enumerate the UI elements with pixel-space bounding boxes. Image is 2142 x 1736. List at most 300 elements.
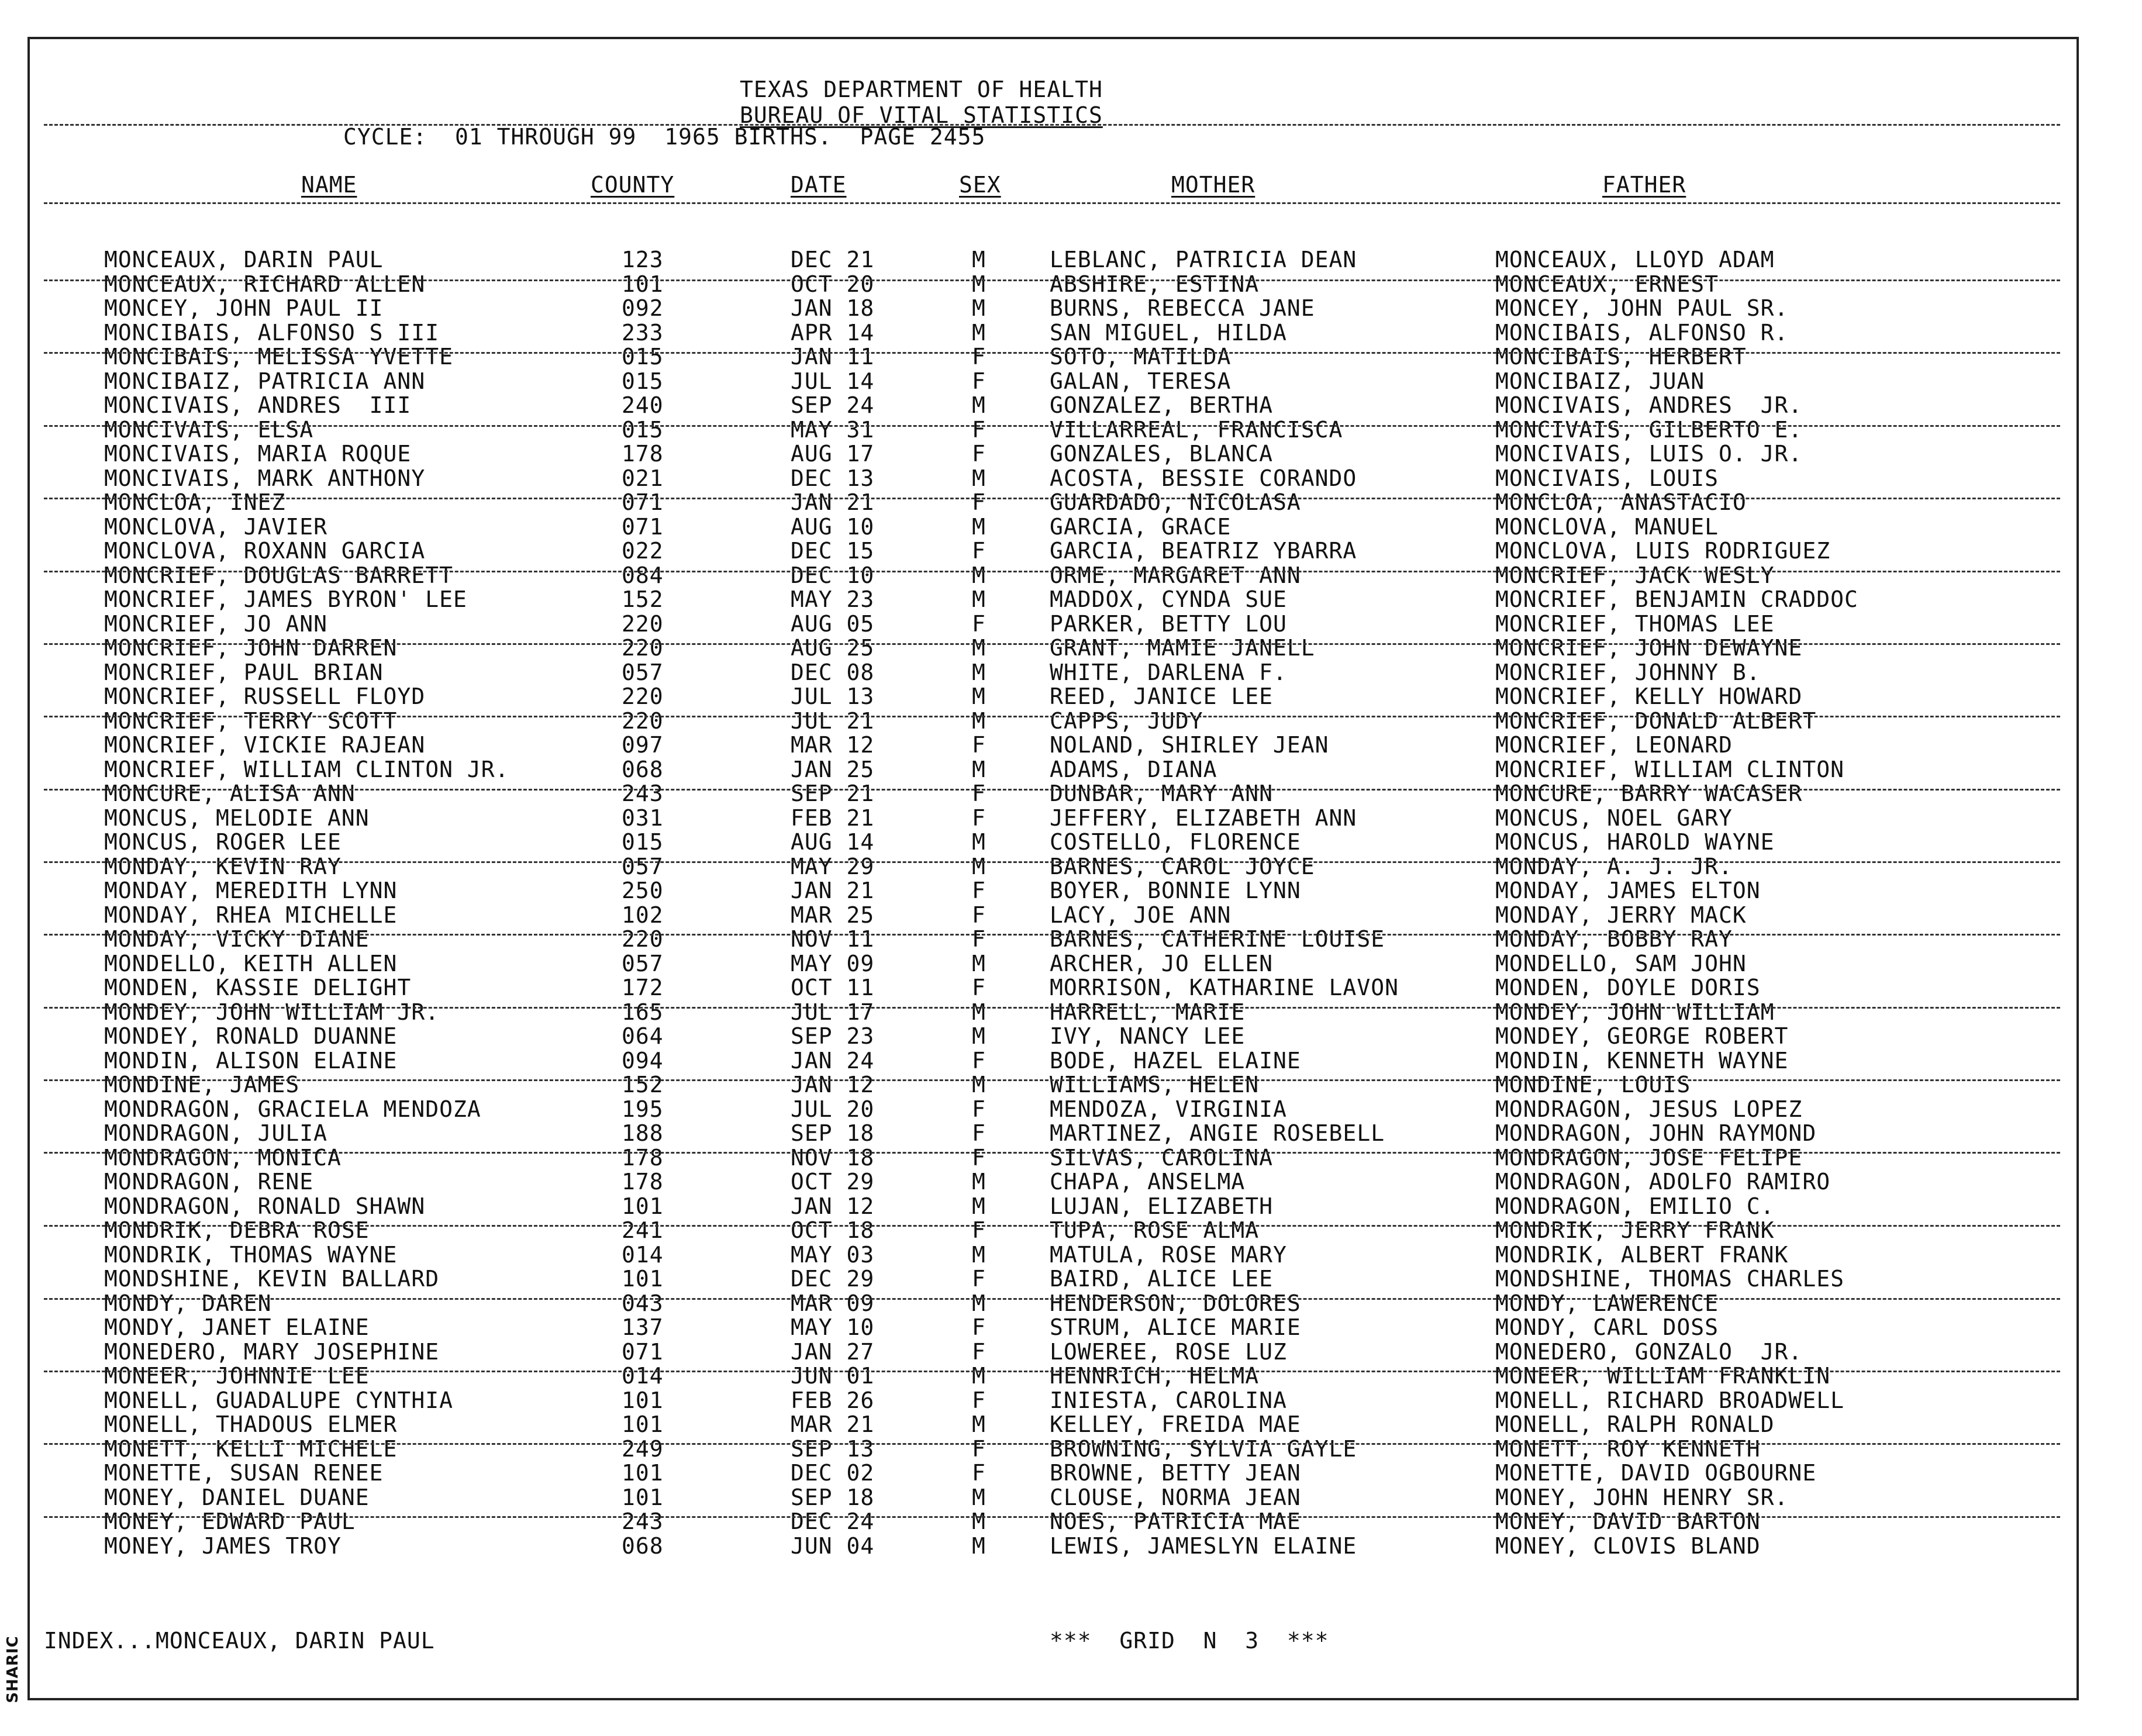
cell-sex: M	[972, 1169, 986, 1195]
cell-name: MONCIVAIS, MARIA ROQUE	[104, 441, 412, 467]
cell-mother: LEBLANC, PATRICIA DEAN	[1050, 247, 1357, 272]
row-separator	[44, 425, 2060, 427]
row-separator	[44, 1298, 2060, 1300]
cell-name: MONDRIK, THOMAS WAYNE	[104, 1241, 398, 1268]
cell-county: 057	[622, 950, 664, 976]
cell-county: 015	[622, 368, 664, 394]
table-row	[0, 1073, 2142, 1097]
cell-sex: M	[972, 635, 986, 661]
cell-name: MONDRIK, DEBRA ROSE	[104, 1217, 370, 1243]
cell-name: MONCRIEF, JOHN DARREN	[104, 635, 398, 661]
cell-county: 101	[622, 1193, 664, 1219]
cell-name: MONDIN, ALISON ELAINE	[104, 1047, 398, 1074]
table-row	[0, 782, 2142, 806]
cell-name: MONDRAGON, RENE	[104, 1169, 314, 1195]
row-separator	[44, 498, 2060, 499]
cell-name: MONDEN, KASSIE DELIGHT	[104, 975, 412, 1000]
cell-mother: SILVAS, CAROLINA	[1050, 1144, 1274, 1171]
cell-date: SEP 18	[791, 1484, 875, 1510]
cell-mother: MADDOX, CYNDA SUE	[1050, 586, 1287, 612]
index-footer: INDEX...MONCEAUX, DARIN PAUL	[44, 1628, 435, 1654]
cell-date: OCT 20	[791, 271, 875, 297]
cell-date: DEC 15	[791, 538, 875, 564]
cell-name: MONEER, JOHNNIE LEE	[104, 1363, 370, 1389]
table-row	[0, 685, 2142, 709]
cell-mother: SAN MIGUEL, HILDA	[1050, 319, 1287, 346]
table-row	[0, 248, 2142, 272]
cell-date: AUG 25	[791, 635, 875, 661]
cell-sex: M	[972, 1484, 986, 1510]
cell-sex: F	[972, 732, 986, 758]
cell-sex: M	[972, 247, 986, 272]
cell-mother: MARTINEZ, ANGIE ROSEBELL	[1050, 1120, 1385, 1146]
cell-name: MONCRIEF, WILLIAM CLINTON JR.	[104, 756, 509, 782]
cell-father: MONDRIK, ALBERT FRANK	[1495, 1241, 1789, 1268]
cell-mother: ADAMS, DIANA	[1050, 756, 1217, 782]
cell-mother: GONZALES, BLANCA	[1050, 441, 1274, 467]
table-row	[0, 321, 2142, 346]
cell-sex: M	[972, 295, 986, 321]
table-row	[0, 1461, 2142, 1486]
cell-father: MONCIBAIS, HERBERT	[1495, 344, 1747, 370]
cell-county: 220	[622, 707, 664, 734]
col-header-sex: SEX	[959, 172, 1001, 198]
cell-sex: F	[972, 902, 986, 928]
cell-sex: F	[972, 878, 986, 903]
table-row	[0, 855, 2142, 879]
cell-date: JUL 14	[791, 368, 875, 394]
cell-sex: M	[972, 829, 986, 855]
row-separator	[44, 1443, 2060, 1445]
cell-sex: F	[972, 975, 986, 1000]
cell-father: MONEDERO, GONZALO JR.	[1495, 1338, 1803, 1365]
cell-county: 101	[622, 1387, 664, 1413]
col-header-father: FATHER	[1602, 172, 1686, 198]
cell-mother: BROWNING, SYLVIA GAYLE	[1050, 1435, 1357, 1462]
cell-father: MONCRIEF, LEONARD	[1495, 732, 1733, 758]
cell-mother: JEFFERY, ELIZABETH ANN	[1050, 805, 1357, 831]
cell-date: DEC 24	[791, 1509, 875, 1534]
cell-father: MONDRAGON, JESUS LOPEZ	[1495, 1096, 1803, 1122]
cell-county: 165	[622, 999, 664, 1025]
cell-sex: M	[972, 756, 986, 782]
cell-sex: F	[972, 610, 986, 637]
cell-name: MONCIVAIS, ELSA	[104, 416, 314, 443]
cell-father: MONDAY, JERRY MACK	[1495, 902, 1747, 928]
cell-date: SEP 24	[791, 392, 875, 418]
cell-name: MONCIVAIS, MARK ANTHONY	[104, 465, 426, 491]
cell-mother: LACY, JOE ANN	[1050, 902, 1232, 928]
cell-sex: M	[972, 853, 986, 879]
row-separator	[44, 1516, 2060, 1518]
cell-sex: F	[972, 489, 986, 515]
cell-county: 241	[622, 1217, 664, 1243]
cell-sex: M	[972, 999, 986, 1025]
cell-sex: F	[972, 538, 986, 564]
table-row	[0, 467, 2142, 491]
cell-father: MONDEY, JOHN WILLIAM	[1495, 999, 1775, 1025]
cell-mother: PARKER, BETTY LOU	[1050, 610, 1287, 637]
table-row	[0, 758, 2142, 782]
cell-name: MONCURE, ALISA ANN	[104, 781, 356, 806]
cell-county: 220	[622, 926, 664, 952]
cell-father: MONDY, LAWERENCE	[1495, 1290, 1719, 1316]
cell-mother: BOYER, BONNIE LYNN	[1050, 878, 1301, 903]
table-row	[0, 1486, 2142, 1510]
table-row	[0, 661, 2142, 685]
cell-sex: M	[972, 562, 986, 588]
cell-sex: F	[972, 805, 986, 831]
cell-sex: F	[972, 344, 986, 370]
cell-father: MONDRAGON, JOHN RAYMOND	[1495, 1120, 1817, 1146]
cell-sex: F	[972, 1338, 986, 1365]
table-row	[0, 879, 2142, 903]
cell-mother: IVY, NANCY LEE	[1050, 1023, 1246, 1049]
cell-mother: HENDERSON, DOLORES	[1050, 1290, 1301, 1316]
cell-name: MONCRIEF, DOUGLAS BARRETT	[104, 562, 453, 588]
cell-mother: BURNS, REBECCA JANE	[1050, 295, 1315, 321]
cell-mother: GARCIA, GRACE	[1050, 513, 1232, 540]
cell-county: 220	[622, 684, 664, 709]
cell-date: JAN 21	[791, 489, 875, 515]
cell-father: MONETTE, DAVID OGBOURNE	[1495, 1460, 1817, 1486]
cell-father: MONELL, RALPH RONALD	[1495, 1411, 1775, 1437]
cell-date: JAN 24	[791, 1047, 875, 1074]
cell-date: OCT 29	[791, 1169, 875, 1195]
table-row	[0, 1340, 2142, 1365]
header-title: TEXAS DEPARTMENT OF HEALTH	[740, 77, 1103, 102]
cell-mother: ORME, MARGARET ANN	[1050, 562, 1301, 588]
cell-date: DEC 08	[791, 659, 875, 685]
cell-name: MONCIBAIS, MELISSA YVETTE	[104, 344, 453, 370]
cell-name: MONDRAGON, GRACIELA MENDOZA	[104, 1096, 481, 1122]
cell-mother: LUJAN, ELIZABETH	[1050, 1193, 1274, 1219]
cell-mother: STRUM, ALICE MARIE	[1050, 1314, 1301, 1340]
cell-mother: WILLIAMS, HELEN	[1050, 1072, 1260, 1097]
cell-father: MONCRIEF, JOHN DEWAYNE	[1495, 635, 1803, 661]
cell-name: MONCRIEF, JO ANN	[104, 610, 328, 637]
cell-sex: M	[972, 1241, 986, 1268]
cell-county: 220	[622, 635, 664, 661]
cell-mother: GARCIA, BEATRIZ YBARRA	[1050, 538, 1357, 564]
cell-mother: MENDOZA, VIRGINIA	[1050, 1096, 1287, 1122]
cell-mother: NOLAND, SHIRLEY JEAN	[1050, 732, 1329, 758]
cell-county: 084	[622, 562, 664, 588]
cell-sex: M	[972, 586, 986, 612]
table-row	[0, 1146, 2142, 1171]
cell-county: 178	[622, 441, 664, 467]
cell-date: OCT 18	[791, 1217, 875, 1243]
cell-date: DEC 10	[791, 562, 875, 588]
cell-father: MONCRIEF, WILLIAM CLINTON	[1495, 756, 1844, 782]
table-row	[0, 1316, 2142, 1340]
row-separator	[44, 716, 2060, 717]
cell-name: MONETT, KELLI MICHELE	[104, 1435, 398, 1462]
table-row	[0, 564, 2142, 588]
cell-mother: GUARDADO, NICOLASA	[1050, 489, 1301, 515]
cell-county: 152	[622, 1072, 664, 1097]
cell-name: MONCEAUX, DARIN PAUL	[104, 247, 384, 272]
cell-mother: SOTO, MATILDA	[1050, 344, 1232, 370]
table-row	[0, 1243, 2142, 1268]
cell-county: 172	[622, 975, 664, 1000]
cell-county: 068	[622, 756, 664, 782]
cell-mother: ACOSTA, BESSIE CORANDO	[1050, 465, 1357, 491]
cell-mother: KELLEY, FREIDA MAE	[1050, 1411, 1301, 1437]
cell-father: MONCEY, JOHN PAUL SR.	[1495, 295, 1789, 321]
cell-name: MONCIBAIS, ALFONSO S III	[104, 319, 440, 346]
cell-date: SEP 21	[791, 781, 875, 806]
cell-date: MAY 10	[791, 1314, 875, 1340]
cell-county: 057	[622, 659, 664, 685]
cell-mother: DUNBAR, MARY ANN	[1050, 781, 1274, 806]
cell-date: MAR 12	[791, 732, 875, 758]
cell-date: JAN 18	[791, 295, 875, 321]
cell-county: 178	[622, 1144, 664, 1171]
cell-mother: CLOUSE, NORMA JEAN	[1050, 1484, 1301, 1510]
cell-mother: TUPA, ROSE ALMA	[1050, 1217, 1260, 1243]
table-row	[0, 1534, 2142, 1559]
table-row	[0, 370, 2142, 394]
cell-date: SEP 23	[791, 1023, 875, 1049]
cell-sex: M	[972, 319, 986, 346]
cell-father: MONDRIK, JERRY FRANK	[1495, 1217, 1775, 1243]
cell-father: MONDIN, KENNETH WAYNE	[1495, 1047, 1789, 1074]
row-separator	[44, 643, 2060, 645]
cell-name: MONDINE, JAMES	[104, 1072, 300, 1097]
cell-name: MONDEY, RONALD DUANNE	[104, 1023, 398, 1049]
cell-county: 102	[622, 902, 664, 928]
cell-father: MONCIBAIZ, JUAN	[1495, 368, 1705, 394]
table-row	[0, 1121, 2142, 1146]
table-row	[0, 491, 2142, 515]
cell-county: 014	[622, 1241, 664, 1268]
cell-date: DEC 21	[791, 247, 875, 272]
table-row	[0, 1389, 2142, 1413]
cell-name: MONEDERO, MARY JOSEPHINE	[104, 1338, 440, 1365]
cell-mother: BARNES, CATHERINE LOUISE	[1050, 926, 1385, 952]
col-header-county: COUNTY	[591, 172, 675, 198]
cell-father: MONCRIEF, JACK WESLY	[1495, 562, 1775, 588]
cell-name: MONETTE, SUSAN RENEE	[104, 1460, 384, 1486]
cell-name: MONCLOVA, JAVIER	[104, 513, 328, 540]
cell-father: MONDAY, BOBBY RAY	[1495, 926, 1733, 952]
cell-name: MONCLOVA, ROXANN GARCIA	[104, 538, 426, 564]
cell-name: MONDSHINE, KEVIN BALLARD	[104, 1266, 440, 1292]
cell-sex: M	[972, 659, 986, 685]
cell-father: MONDRAGON, EMILIO C.	[1495, 1193, 1775, 1219]
cell-mother: GALAN, TERESA	[1050, 368, 1232, 394]
cell-sex: M	[972, 1509, 986, 1534]
cell-mother: LEWIS, JAMESLYN ELAINE	[1050, 1533, 1357, 1559]
row-separator	[44, 571, 2060, 572]
cell-sex: M	[972, 1193, 986, 1219]
cell-sex: F	[972, 368, 986, 394]
table-row	[0, 709, 2142, 734]
table-row	[0, 830, 2142, 855]
cell-county: 015	[622, 829, 664, 855]
table-row	[0, 515, 2142, 540]
col-header-name: NAME	[301, 172, 357, 198]
cell-sex: F	[972, 781, 986, 806]
cell-sex: M	[972, 1023, 986, 1049]
cell-mother: INIESTA, CAROLINA	[1050, 1387, 1287, 1413]
cell-date: AUG 10	[791, 513, 875, 540]
cell-name: MONCRIEF, PAUL BRIAN	[104, 659, 384, 685]
cell-date: JAN 27	[791, 1338, 875, 1365]
cell-county: 071	[622, 513, 664, 540]
cell-date: SEP 13	[791, 1435, 875, 1462]
cell-sex: M	[972, 684, 986, 709]
cell-father: MONCRIEF, KELLY HOWARD	[1495, 684, 1803, 709]
row-separator	[44, 1007, 2060, 1009]
cell-date: JUL 17	[791, 999, 875, 1025]
cell-father: MONDINE, LOUIS	[1495, 1072, 1691, 1097]
cell-county: 243	[622, 781, 664, 806]
cell-father: MONDAY, JAMES ELTON	[1495, 878, 1761, 903]
cell-county: 101	[622, 1266, 664, 1292]
cell-county: 178	[622, 1169, 664, 1195]
table-row	[0, 1195, 2142, 1219]
cell-sex: M	[972, 1290, 986, 1316]
cell-county: 243	[622, 1509, 664, 1534]
cell-sex: M	[972, 392, 986, 418]
table-row	[0, 1413, 2142, 1437]
cell-name: MONEY, EDWARD PAUL	[104, 1509, 356, 1534]
cell-date: JAN 12	[791, 1193, 875, 1219]
col-header-mother: MOTHER	[1171, 172, 1255, 198]
table-row	[0, 1024, 2142, 1049]
cell-county: 101	[622, 271, 664, 297]
cell-name: MONELL, GUADALUPE CYNTHIA	[104, 1387, 453, 1413]
row-separator	[44, 861, 2060, 863]
cell-name: MONCRIEF, RUSSELL FLOYD	[104, 684, 426, 709]
cell-name: MONDEY, JOHN WILLIAM JR.	[104, 999, 440, 1025]
cell-father: MONCUS, NOEL GARY	[1495, 805, 1733, 831]
cell-date: JUN 04	[791, 1533, 875, 1559]
cell-father: MONETT, ROY KENNETH	[1495, 1435, 1761, 1462]
cell-father: MONCLOVA, MANUEL	[1495, 513, 1719, 540]
cycle-line: CYCLE: 01 THROUGH 99 1965 BIRTHS. PAGE 2455	[343, 124, 986, 150]
table-row	[0, 588, 2142, 612]
cell-name: MONDAY, MEREDITH LYNN	[104, 878, 398, 903]
cell-date: MAR 25	[791, 902, 875, 928]
cell-sex: F	[972, 1144, 986, 1171]
cell-name: MONCUS, MELODIE ANN	[104, 805, 370, 831]
cell-father: MONCIVAIS, LUIS O. JR.	[1495, 441, 1803, 467]
cell-name: MONEY, DANIEL DUANE	[104, 1484, 370, 1510]
cell-date: JAN 21	[791, 878, 875, 903]
cell-name: MONDY, JANET ELAINE	[104, 1314, 370, 1340]
cell-father: MONEY, DAVID BARTON	[1495, 1509, 1761, 1534]
cell-sex: F	[972, 1460, 986, 1486]
cell-date: MAY 23	[791, 586, 875, 612]
row-separator	[44, 1152, 2060, 1154]
cell-father: MONEY, CLOVIS BLAND	[1495, 1533, 1761, 1559]
cell-mother: COSTELLO, FLORENCE	[1050, 829, 1301, 855]
cell-name: MONCIBAIZ, PATRICIA ANN	[104, 368, 426, 394]
cell-date: MAY 09	[791, 950, 875, 976]
cell-father: MONEER, WILLIAM FRANKLIN	[1495, 1363, 1831, 1389]
cell-county: 240	[622, 392, 664, 418]
cell-sex: F	[972, 1096, 986, 1122]
cell-date: JUL 21	[791, 707, 875, 734]
table-row	[0, 1170, 2142, 1195]
table-row	[0, 1364, 2142, 1389]
cell-sex: M	[972, 271, 986, 297]
cell-date: AUG 17	[791, 441, 875, 467]
cell-date: MAY 03	[791, 1241, 875, 1268]
cell-sex: F	[972, 1120, 986, 1146]
cell-date: DEC 02	[791, 1460, 875, 1486]
cell-sex: M	[972, 707, 986, 734]
cell-mother: WHITE, DARLENA F.	[1050, 659, 1287, 685]
table-row	[0, 1049, 2142, 1074]
grid-footer: *** GRID N 3 ***	[1050, 1628, 1329, 1654]
cell-county: 250	[622, 878, 664, 903]
table-row	[0, 806, 2142, 831]
cell-sex: F	[972, 1435, 986, 1462]
cell-county: 097	[622, 732, 664, 758]
cell-mother: ARCHER, JO ELLEN	[1050, 950, 1274, 976]
cell-name: MONDAY, VICKY DIANE	[104, 926, 370, 952]
table-row	[0, 418, 2142, 443]
cell-date: MAY 29	[791, 853, 875, 879]
row-separator	[44, 1225, 2060, 1227]
cell-county: 094	[622, 1047, 664, 1074]
cell-sex: M	[972, 465, 986, 491]
row-separator	[44, 352, 2060, 354]
cell-father: MONCEAUX, LLOYD ADAM	[1495, 247, 1775, 272]
cell-sex: F	[972, 926, 986, 952]
cell-father: MONELL, RICHARD BROADWELL	[1495, 1387, 1844, 1413]
cell-name: MONCRIEF, JAMES BYRON' LEE	[104, 586, 467, 612]
cell-father: MONDELLO, SAM JOHN	[1495, 950, 1747, 976]
cell-county: 101	[622, 1484, 664, 1510]
cell-date: MAY 31	[791, 416, 875, 443]
cell-mother: GRANT, MAMIE JANELL	[1050, 635, 1315, 661]
cell-county: 064	[622, 1023, 664, 1049]
cell-name: MONDRAGON, JULIA	[104, 1120, 328, 1146]
cell-mother: NOES, PATRICIA MAE	[1050, 1509, 1301, 1534]
cell-county: 137	[622, 1314, 664, 1340]
cell-name: MONCLOA, INEZ	[104, 489, 286, 515]
cell-date: FEB 21	[791, 805, 875, 831]
cell-sex: F	[972, 1266, 986, 1292]
cell-date: JUL 13	[791, 684, 875, 709]
table-row	[0, 1267, 2142, 1292]
table-row	[0, 952, 2142, 976]
cell-name: MONELL, THADOUS ELMER	[104, 1411, 398, 1437]
table-row	[0, 442, 2142, 467]
cell-county: 057	[622, 853, 664, 879]
cell-date: DEC 29	[791, 1266, 875, 1292]
cell-father: MONCRIEF, JOHNNY B.	[1495, 659, 1761, 685]
cell-father: MONDEN, DOYLE DORIS	[1495, 975, 1761, 1000]
table-row	[0, 296, 2142, 321]
cell-father: MONDEY, GEORGE ROBERT	[1495, 1023, 1789, 1049]
cell-sex: M	[972, 1533, 986, 1559]
cell-name: MONDRAGON, MONICA	[104, 1144, 342, 1171]
cell-date: DEC 13	[791, 465, 875, 491]
cell-date: AUG 05	[791, 610, 875, 637]
table-row	[0, 733, 2142, 758]
cell-sex: F	[972, 1314, 986, 1340]
cell-mother: MORRISON, KATHARINE LAVON	[1050, 975, 1399, 1000]
table-row	[0, 394, 2142, 418]
cell-date: MAR 21	[791, 1411, 875, 1437]
cell-mother: MATULA, ROSE MARY	[1050, 1241, 1287, 1268]
